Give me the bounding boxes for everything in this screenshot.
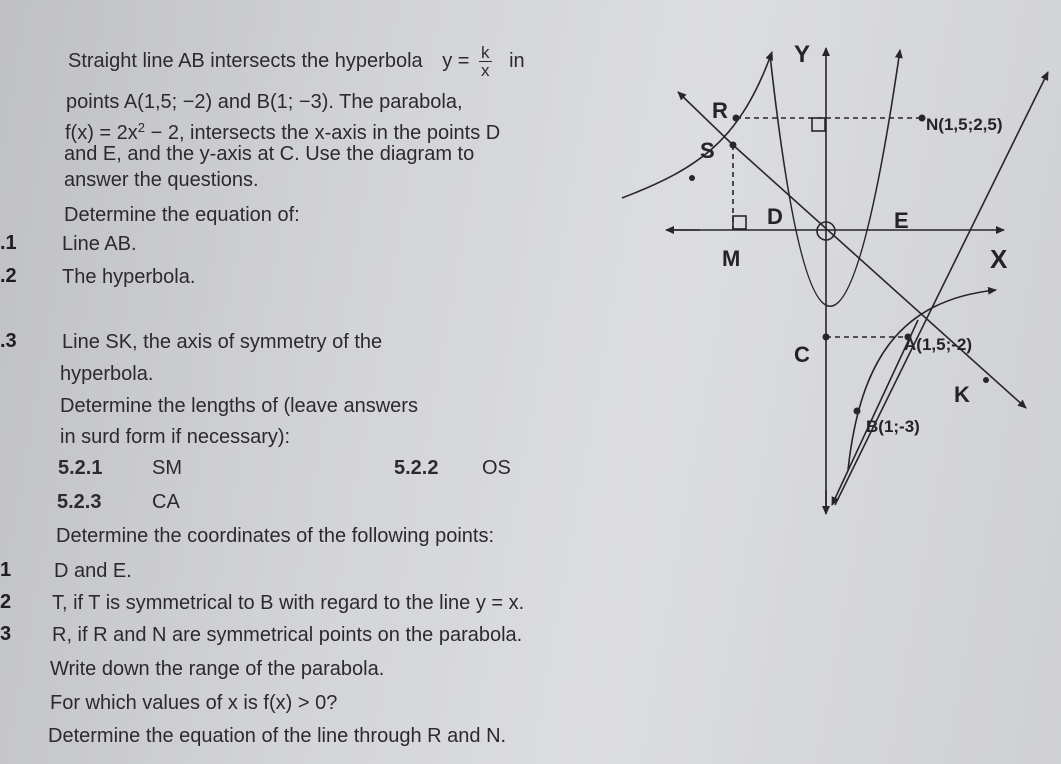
q5-2-1-number: 5.2.1 (58, 457, 103, 479)
label-r: R (712, 98, 728, 123)
label-b: B(1;-3) (866, 417, 920, 436)
point-n (919, 115, 926, 122)
point-c (823, 334, 830, 341)
equation-lhs: y = (442, 49, 470, 72)
point-k (983, 377, 989, 383)
fraction-k-over-x (479, 44, 492, 79)
parabola-curve (770, 50, 900, 306)
q5-3-1-number: 1 (0, 559, 12, 581)
intro-text-1b: in (509, 49, 525, 72)
label-c: C (794, 342, 810, 367)
label-d: D (767, 204, 783, 229)
q5-2-heading-1: Determine the lengths of (leave answers (60, 395, 418, 417)
right-angle-marker-top (812, 118, 825, 131)
hyperbola-lower-branch (848, 290, 996, 470)
label-y-axis: Y (794, 41, 811, 68)
q5-1-1-text: Line AB. (62, 233, 137, 255)
q5-2-3-number: 5.2.3 (57, 491, 102, 513)
q5-3-1-text: D and E. (54, 560, 132, 582)
label-a: A(1,5;-2) (904, 335, 973, 354)
hyperbola-upper-branch (622, 52, 772, 198)
intro-line-2: points A(1,5; −2) and B(1; −3). The parabola, (66, 91, 463, 113)
q5-1-2-text: The hyperbola. (62, 266, 196, 288)
q5-2-2-text: OS (482, 457, 511, 479)
intro-line-4: and E, and the y-axis at C. Use the diagram to (64, 143, 475, 165)
q5-2-3-text: CA (152, 491, 180, 513)
label-e: E (894, 208, 909, 233)
intro-line-1 (68, 44, 525, 79)
line-sk (733, 145, 1026, 408)
line-rn (835, 72, 1048, 505)
q5-1-1-number: .1 (0, 232, 17, 254)
intro-text-3b: − 2, intersects the x-axis in the points D (145, 122, 501, 144)
label-x-axis: X (990, 244, 1008, 274)
q5-3-3-number: 3 (0, 623, 12, 645)
right-angle-marker-m (733, 216, 746, 229)
q5-1-2-number: .2 (0, 265, 17, 287)
intro-line-5: answer the questions. (64, 169, 259, 191)
label-k: K (954, 382, 970, 407)
q5-2-1-text: SM (152, 457, 182, 479)
q5-3-2-text: T, if T is symmetrical to B with regard to the line y = x. (52, 592, 525, 614)
point-r (733, 115, 740, 122)
fraction-numerator: k (481, 43, 490, 62)
q5-4-text-1: Write down the range of the parabola. (50, 658, 385, 680)
point-b (854, 408, 861, 415)
q5-1-3-number: .3 (0, 330, 17, 352)
q5-1-3-continuation: hyperbola. (60, 363, 154, 385)
label-m: M (722, 246, 741, 271)
intro-line-3 (65, 116, 500, 145)
q5-3-heading: Determine the coordinates of the following points: (56, 525, 495, 547)
q5-3-2-number: 2 (0, 591, 12, 613)
point-s (730, 142, 737, 149)
label-n: N(1,5;2,5) (926, 115, 1003, 134)
intro-text-1a: Straight line AB intersects the hyperbola (68, 49, 423, 72)
q5-1-3-text: Line SK, the axis of symmetry of the (62, 331, 383, 353)
q5-4-text-2: For which values of x is f(x) > 0? (50, 692, 338, 714)
point-hyperbola (689, 175, 695, 181)
intro-text-3a: f(x) = 2x (65, 122, 138, 144)
q5-1-heading: Determine the equation of: (64, 204, 300, 226)
label-s: S (700, 138, 715, 163)
q5-4-text-3: Determine the equation of the line through R and N. (48, 725, 507, 747)
exponent: 2 (137, 120, 146, 135)
q5-3-3-text: R, if R and N are symmetrical points on the parabola. (52, 624, 523, 646)
q5-2-heading-2: in surd form if necessary): (60, 426, 291, 448)
q5-2-2-number: 5.2.2 (394, 457, 439, 479)
fraction-denominator: x (481, 61, 490, 80)
graph-diagram (610, 30, 1050, 530)
